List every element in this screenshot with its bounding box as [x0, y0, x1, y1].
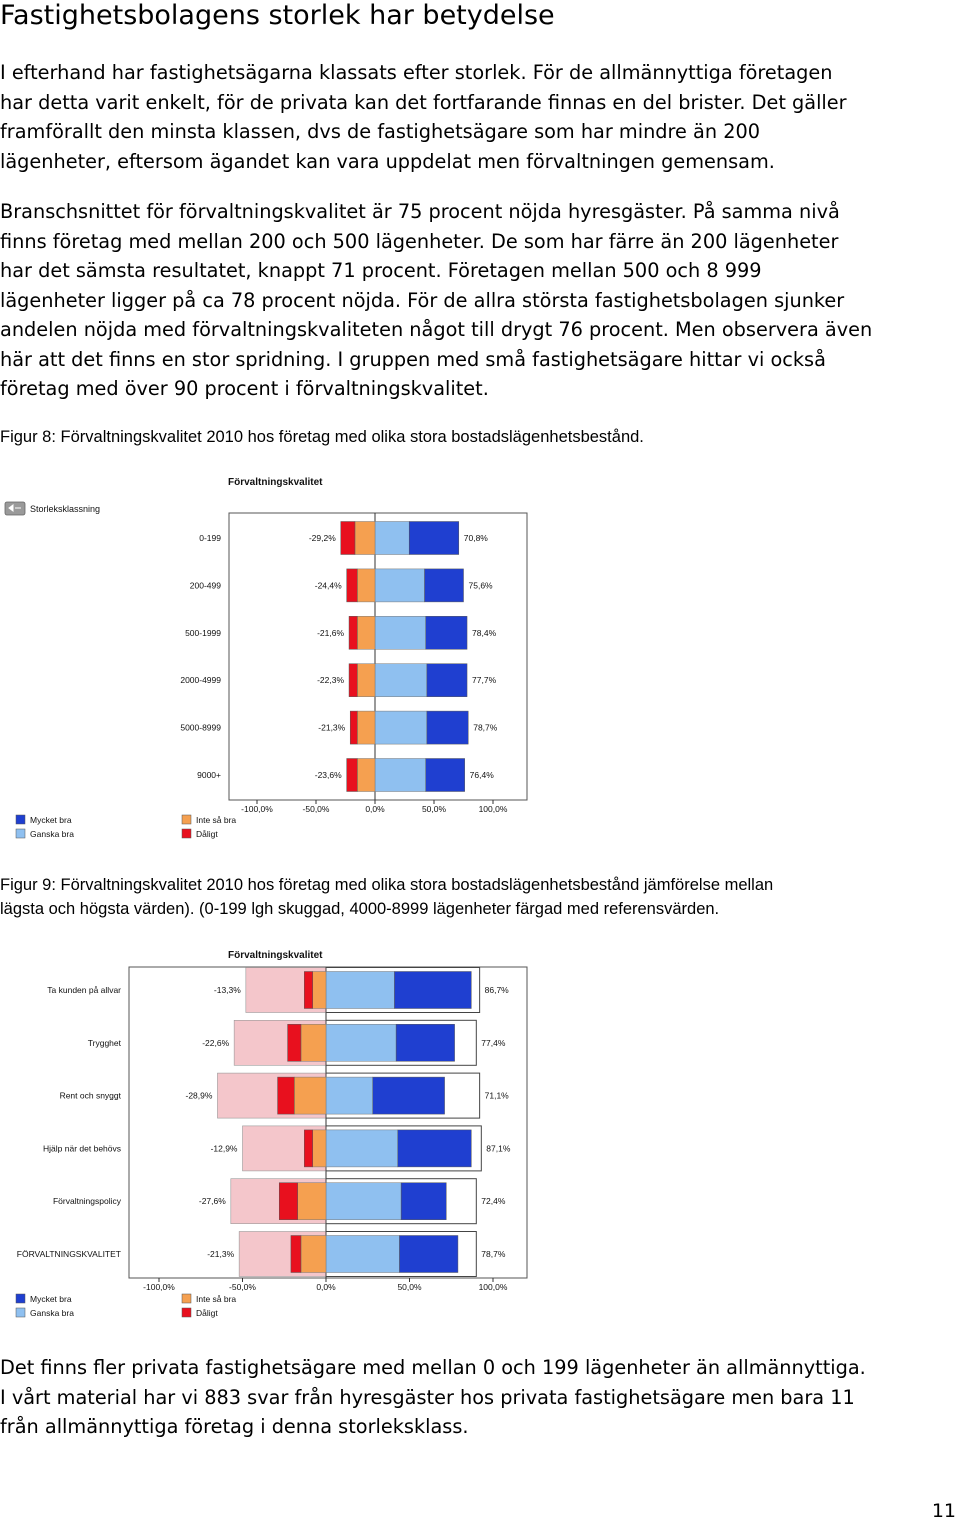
- figure-8-chart: [0, 470, 560, 850]
- category-label: 500-1999: [185, 627, 221, 638]
- mycket-bra-bar: [426, 759, 465, 792]
- figure-8-caption: [0, 425, 644, 449]
- daligt-bar: [350, 711, 357, 744]
- legend-swatch: [182, 815, 191, 824]
- category-label: 2000-4999: [180, 675, 221, 686]
- daligt-bar: [341, 522, 355, 555]
- legend-label: Dåligt: [196, 1308, 218, 1318]
- paragraph-intro: [0, 58, 960, 176]
- category-label: Förvaltningspolicy: [52, 1196, 121, 1207]
- ganska-bra-bar: [375, 616, 426, 649]
- negative-data-label: -21,6%: [317, 627, 345, 638]
- legend-swatch: [182, 829, 191, 838]
- positive-data-label: 77,7%: [472, 675, 497, 686]
- inte-sa-bra-bar: [298, 1183, 326, 1220]
- category-label: 9000+: [197, 770, 221, 780]
- paragraph-closing: [0, 1353, 960, 1442]
- mycket-bra-bar: [427, 664, 467, 697]
- ganska-bra-bar: [326, 1183, 401, 1220]
- figure-9-chart: [0, 945, 560, 1330]
- ganska-bra-bar: [375, 522, 409, 555]
- text-line: har detta varit enkelt, för de privata kan det fortfarande finnas en del brister. Det gäller: [0, 90, 847, 114]
- category-label: Hjälp när det behövs: [43, 1143, 121, 1154]
- category-label: Rent och snyggt: [59, 1090, 121, 1101]
- negative-data-label: -13,3%: [213, 985, 241, 995]
- badge-label: Storleksklassning: [30, 504, 101, 514]
- legend-swatch: [182, 1294, 191, 1303]
- text-line: har det sämsta resultatet, knappt 71 procent. Företagen mellan 500 och 8 999: [0, 259, 762, 282]
- text-line: Det finns fler privata fastighetsägare med mellan 0 och 199 lägenheter än allmännyttiga.: [0, 1356, 866, 1379]
- negative-data-label: -27,6%: [198, 1196, 226, 1207]
- daligt-bar: [349, 616, 357, 649]
- negative-data-label: -29,2%: [308, 533, 336, 543]
- text-line: företag med över 90 procent i förvaltningskvalitet.: [0, 377, 489, 400]
- inte-sa-bra-bar: [357, 569, 375, 602]
- negative-data-label: -23,6%: [314, 770, 342, 780]
- category-label: 0-199: [199, 533, 221, 543]
- caption-line: Figur 9: Förvaltningskvalitet 2010 hos företag med olika stora bostadslägenhetsbestånd jämförelse mellan: [0, 876, 774, 894]
- category-label: 5000-8999: [180, 722, 221, 733]
- positive-data-label: 78,4%: [472, 627, 497, 638]
- mycket-bra-bar: [425, 569, 464, 602]
- paragraph-results: [0, 197, 960, 404]
- inte-sa-bra-bar: [355, 522, 375, 555]
- caption-line: lägsta och högsta värden). (0-199 lgh skuggad, 4000-8999 lägenheter färgad med referensvärden.: [0, 900, 720, 918]
- negative-data-label: -21,3%: [318, 722, 346, 733]
- negative-data-label: -22,6%: [202, 1037, 230, 1048]
- x-tick-label: -50,0%: [302, 804, 330, 814]
- inte-sa-bra-bar: [301, 1024, 326, 1061]
- category-label: Trygghet: [87, 1037, 121, 1048]
- positive-data-label: 87,1%: [486, 1143, 511, 1154]
- x-tick-label: 0,0%: [316, 1282, 336, 1292]
- x-tick-label: -100,0%: [241, 804, 273, 814]
- mycket-bra-bar: [401, 1183, 446, 1220]
- figure-9-caption: [0, 873, 773, 921]
- legend-swatch: [16, 1308, 25, 1317]
- x-tick-label: 50,0%: [421, 804, 447, 814]
- text-line: här att det finns en stor spridning. I gruppen med små fastighetsägare hittar vi också: [0, 347, 826, 371]
- legend-label: Inte så bra: [196, 815, 237, 825]
- positive-data-label: 75,6%: [468, 580, 493, 591]
- inte-sa-bra-bar: [313, 1130, 326, 1167]
- inte-sa-bra-bar: [301, 1236, 326, 1273]
- ganska-bra-bar: [375, 759, 426, 792]
- negative-data-label: -22,3%: [317, 675, 345, 686]
- legend-swatch: [16, 829, 25, 838]
- ganska-bra-bar: [326, 1236, 399, 1273]
- ganska-bra-bar: [326, 1077, 373, 1114]
- mycket-bra-bar: [394, 972, 471, 1009]
- caption-line: Figur 8: Förvaltningskvalitet 2010 hos företag med olika stora bostadslägenhetsbestånd.: [0, 428, 644, 446]
- daligt-bar: [347, 759, 358, 792]
- daligt-bar: [304, 972, 312, 1009]
- x-tick-label: 50,0%: [397, 1282, 422, 1292]
- mycket-bra-bar: [396, 1024, 454, 1061]
- mycket-bra-bar: [399, 1236, 457, 1273]
- daligt-bar: [278, 1077, 295, 1114]
- category-label: Ta kunden på allvar: [47, 985, 121, 995]
- storleksklassning-badge: [5, 502, 100, 515]
- positive-data-label: 78,7%: [473, 722, 498, 733]
- category-label: 200-499: [189, 580, 221, 591]
- daligt-bar: [279, 1183, 297, 1220]
- category-label: FÖRVALTNINGSKVALITET: [16, 1249, 121, 1259]
- daligt-bar: [304, 1130, 312, 1167]
- text-line: finns företag med mellan 200 och 500 lägenheter. De som har färre än 200 lägenheter: [0, 229, 839, 253]
- inte-sa-bra-bar: [357, 711, 375, 744]
- plot-area: [229, 513, 527, 800]
- positive-data-label: 76,4%: [469, 770, 494, 780]
- text-line: från allmännyttiga företag i denna storleksklass.: [0, 1415, 469, 1438]
- x-tick-label: 100,0%: [478, 1282, 508, 1292]
- text-line: lägenheter ligger på ca 78 procent nöjda. För de allra största fastighetsbolagen sjunker: [0, 288, 845, 312]
- legend-swatch: [16, 815, 25, 824]
- ganska-bra-bar: [326, 972, 394, 1009]
- negative-data-label: -28,9%: [185, 1090, 213, 1101]
- positive-data-label: 72,4%: [481, 1196, 506, 1207]
- ganska-bra-bar: [326, 1130, 398, 1167]
- mycket-bra-bar: [398, 1130, 471, 1167]
- inte-sa-bra-bar: [357, 616, 375, 649]
- x-tick-label: 100,0%: [478, 804, 508, 814]
- x-tick-label: 0,0%: [365, 804, 385, 814]
- mycket-bra-bar: [373, 1077, 445, 1114]
- legend-swatch: [182, 1308, 191, 1317]
- negative-data-label: -21,3%: [207, 1249, 235, 1259]
- negative-data-label: -24,4%: [314, 580, 342, 591]
- text-line: framförallt den minsta klassen, dvs de fastighetsägare som har mindre än 200: [0, 120, 760, 143]
- legend-label: Ganska bra: [30, 829, 74, 839]
- daligt-bar: [347, 569, 358, 602]
- negative-data-label: -12,9%: [210, 1143, 238, 1154]
- daligt-bar: [349, 664, 357, 697]
- page-heading: Fastighetsbolagens storlek har betydelse: [0, 0, 555, 31]
- text-line: lägenheter, eftersom ägandet kan vara uppdelat men förvaltningen gemensam.: [0, 149, 775, 173]
- text-line: I vårt material har vi 883 svar från hyresgäster hos privata fastighetsägare men bara 11: [0, 1385, 855, 1409]
- chart-title: Förvaltningskvalitet: [228, 477, 323, 488]
- legend-swatch: [16, 1294, 25, 1303]
- positive-data-label: 78,7%: [481, 1249, 506, 1259]
- ganska-bra-bar: [375, 711, 427, 744]
- legend-label: Inte så bra: [196, 1294, 237, 1304]
- inte-sa-bra-bar: [357, 759, 375, 792]
- positive-data-label: 70,8%: [463, 533, 488, 543]
- ganska-bra-bar: [375, 569, 425, 602]
- x-tick-label: -100,0%: [143, 1282, 175, 1292]
- inte-sa-bra-bar: [313, 972, 326, 1009]
- mycket-bra-bar: [409, 522, 459, 555]
- positive-data-label: 86,7%: [484, 985, 509, 995]
- inte-sa-bra-bar: [294, 1077, 326, 1114]
- legend-label: Ganska bra: [30, 1308, 74, 1318]
- daligt-bar: [288, 1024, 301, 1061]
- text-line: andelen nöjda med förvaltningskvaliteten något till drygt 76 procent. Men observera även: [0, 318, 873, 341]
- mycket-bra-bar: [427, 711, 468, 744]
- x-tick-label: -50,0%: [229, 1282, 256, 1292]
- page-number: 11: [931, 1500, 956, 1522]
- legend-label: Dåligt: [196, 829, 218, 839]
- text-line: I efterhand har fastighetsägarna klassats efter storlek. För de allmännyttiga företagen: [0, 61, 833, 84]
- inte-sa-bra-bar: [357, 664, 375, 697]
- positive-data-label: 77,4%: [481, 1037, 506, 1048]
- legend-label: Mycket bra: [30, 815, 72, 825]
- text-line: Branschsnittet för förvaltningskvalitet är 75 procent nöjda hyresgäster. På samma nivå: [0, 200, 840, 223]
- positive-data-label: 71,1%: [484, 1090, 509, 1101]
- ganska-bra-bar: [375, 664, 427, 697]
- mycket-bra-bar: [426, 616, 467, 649]
- legend-label: Mycket bra: [30, 1294, 72, 1304]
- daligt-bar: [291, 1236, 301, 1273]
- chart-title: Förvaltningskvalitet: [228, 950, 323, 961]
- ganska-bra-bar: [326, 1024, 396, 1061]
